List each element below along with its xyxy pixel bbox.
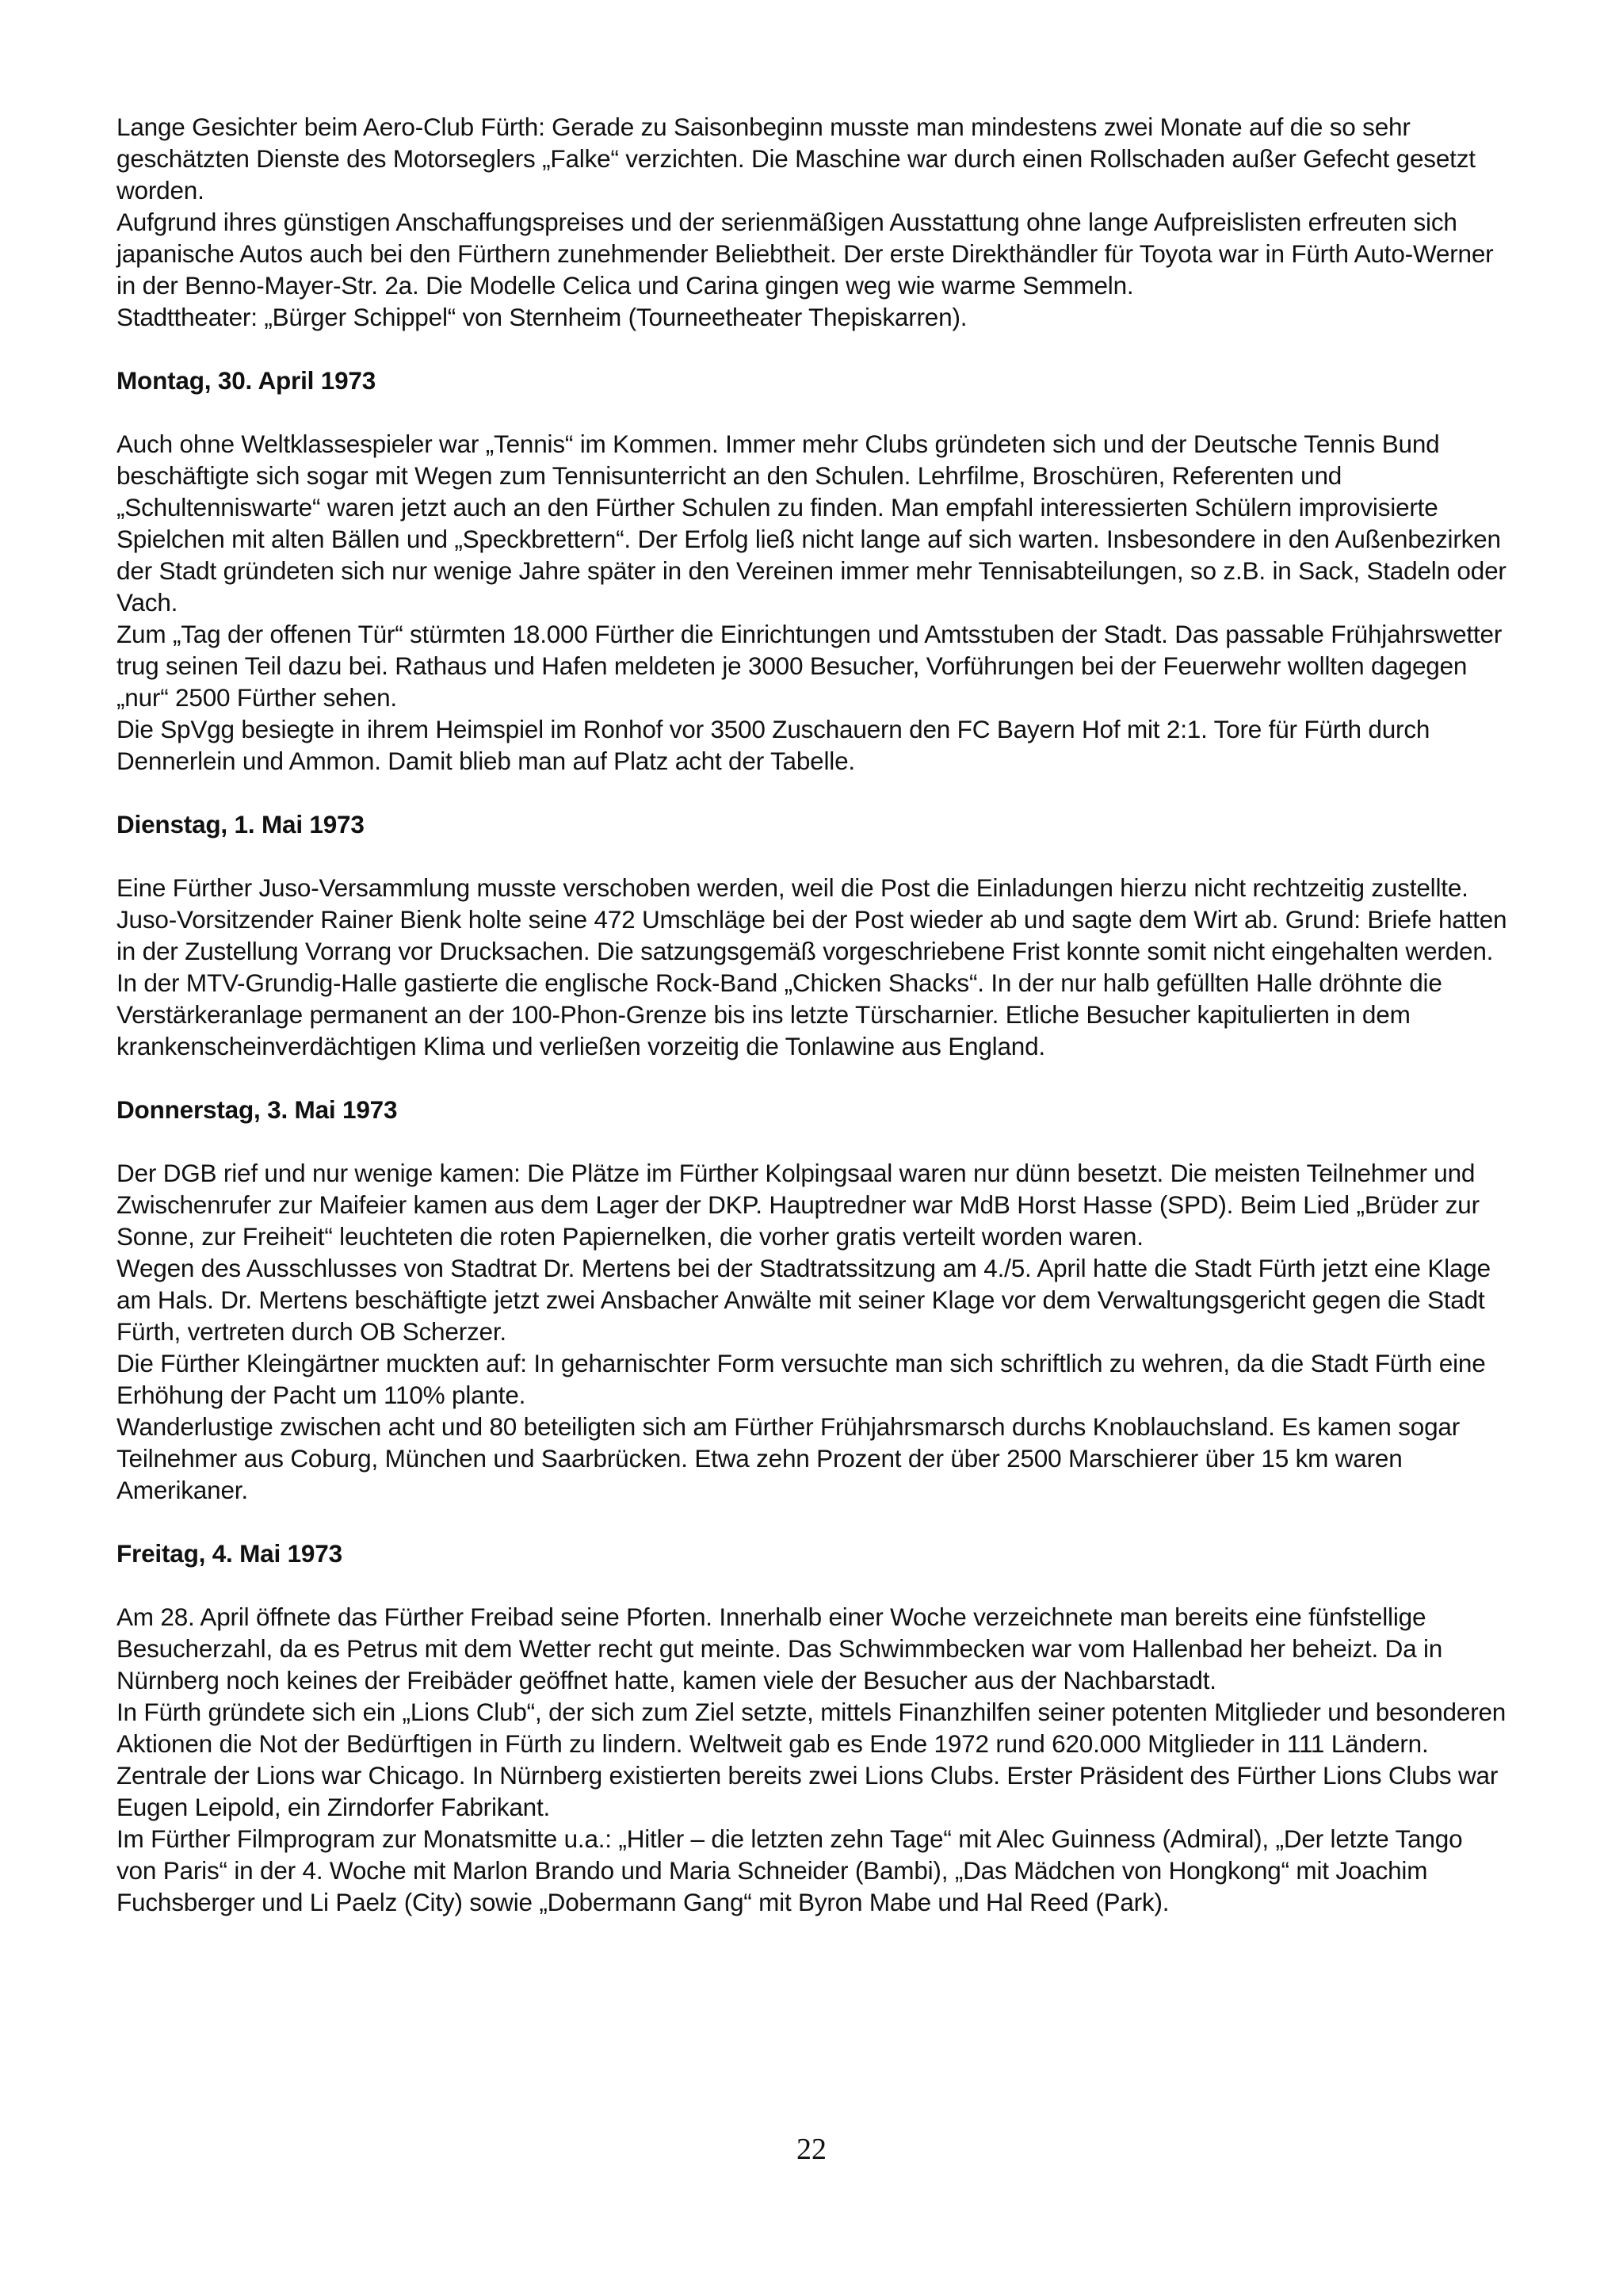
date-heading-thursday-3-may: Donnerstag, 3. Mai 1973 [116, 1095, 398, 1124]
paragraph-spvgg: Die SpVgg besiegte in ihrem Heimspiel im Ronhof vor 3500 Zuschauern den FC Bayern Hof mit 2:1. Tore für Fürth durch Dennerlein und Ammon. Damit blieb man auf Platz acht der Tabelle. [116, 715, 1430, 775]
paragraph-aero-club: Lange Gesichter beim Aero-Club Fürth: Gerade zu Saisonbeginn musste man mindestens zwei Monate auf die so sehr geschätzten Dienste des Motorseglers „Falke“ verzichten. Die Maschine war durch einen Rollschaden außer Gefecht gesetzt worden. [116, 113, 1476, 204]
paragraph-japanese-cars: Aufgrund ihres günstigen Anschaffungspreises und der serienmäßigen Ausstattung ohne lange Aufpreislisten erfreuten sich japanische Autos auch bei den Fürthern zunehmender Beliebtheit. Der erste Direkthändler für Toyota war in Fürth Auto-Werner in der Benno-Mayer-Str. 2a. Die Modelle Celica und Carina gingen weg wie warme Semmeln. [116, 208, 1494, 300]
paragraph-filmprogramm: Im Fürther Filmprogram zur Monatsmitte u.a.: „Hitler – die letzten zehn Tage“ mit Alec Guinness (Admiral), „Der letzte Tango von Paris“ in der 4. Woche mit Marlon Brando und Maria Schneider (Bambi), „Das Mädchen von Hongkong“ mit Joachim Fuchsberger und Li Paelz (City) sowie „Dobermann Gang“ mit Byron Mabe und Hal Reed (Park). [116, 1824, 1463, 1916]
date-heading-tuesday-1-may: Dienstag, 1. Mai 1973 [116, 810, 365, 839]
paragraph-rock-band: In der MTV-Grundig-Halle gastierte die englische Rock-Band „Chicken Shacks“. In der nur halb gefüllten Halle dröhnte die Verstärkeranlage permanent an der 100-Phon-Grenze bis ins letzte Türscharnier. Etliche Besucher kapitulierten in dem krankenscheinverdächtigen Klima und verließen vorzeitig die Tonlawine aus England. [116, 968, 1442, 1060]
paragraph-mertens: Wegen des Ausschlusses von Stadtrat Dr. Mertens bei der Stadtratssitzung am 4./5. April hatte die Stadt Fürth jetzt eine Klage am Hals. Dr. Mertens beschäftigte jetzt zwei Ansbacher Anwälte mit seiner Klage vor dem Verwaltungsgericht gegen die Stadt Fürth, vertreten durch OB Scherzer. [116, 1254, 1491, 1346]
date-heading-friday-4-may: Freitag, 4. Mai 1973 [116, 1539, 342, 1568]
paragraph-tennis: Auch ohne Weltklassespieler war „Tennis“ im Kommen. Immer mehr Clubs gründeten sich und der Deutsche Tennis Bund beschäftigte sich sogar mit Wegen zum Tennisunterricht an den Schulen. Lehrfilme, Broschüren, Referenten und „Schultenniswarte“ waren jetzt auch an den Fürther Schulen zu finden. Man empfahl interessierten Schülern improvisierte Spielchen mit alten Bällen und „Speckbrettern“. Der Erfolg ließ nicht lange auf sich warten. Insbesondere in den Außenbezirken der Stadt gründeten sich nur wenige Jahre später in den Vereinen immer mehr Tennisabteilungen, so z.B. in Sack, Stadeln oder Vach. [116, 430, 1507, 617]
paragraph-freibad: Am 28. April öffnete das Fürther Freibad seine Pforten. Innerhalb einer Woche verzeichnete man bereits eine fünfstellige Besucherzahl, da es Petrus mit dem Wetter recht gut meinte. Das Schwimmbecken war vom Hallenbad her beheizt. Da in Nürnberg noch keines der Freibäder geöffnet hatte, kamen viele der Besucher aus der Nachbarstadt. [116, 1603, 1443, 1694]
paragraph-dgb: Der DGB rief und nur wenige kamen: Die Plätze im Fürther Kolpingsaal waren nur dünn besetzt. Die meisten Teilnehmer und Zwischenrufer zur Maifeier kamen aus dem Lager der DKP. Hauptredner war MdB Horst Hasse (SPD). Beim Lied „Brüder zur Sonne, zur Freiheit“ leuchteten die roten Papiernelken, die vorher gratis verteilt worden waren. [116, 1159, 1480, 1251]
paragraph-open-day: Zum „Tag der offenen Tür“ stürmten 18.000 Fürther die Einrichtungen und Amtsstuben der Stadt. Das passable Frühjahrswetter trug seinen Teil dazu bei. Rathaus und Hafen meldeten je 3000 Besucher, Vorführungen bei der Feuerwehr wollten dagegen „nur“ 2500 Fürther sehen. [116, 620, 1503, 712]
page-content [116, 111, 1507, 1918]
paragraph-lions-club: In Fürth gründete sich ein „Lions Club“, der sich zum Ziel setzte, mittels Finanzhilfen seiner potenten Mitglieder und besonderen Aktionen die Not der Bedürftigen in Fürth zu lindern. Weltweit gab es Ende 1972 rund 620.000 Mitglieder in 111 Ländern. Zentrale der Lions war Chicago. In Nürnberg existierten bereits zwei Lions Clubs. Erster Präsident des Fürther Lions Clubs war Eugen Leipold, ein Zirndorfer Fabrikant. [116, 1698, 1507, 1821]
date-heading-monday-30-april: Montag, 30. April 1973 [116, 366, 376, 395]
page-number: 22 [796, 2133, 827, 2166]
paragraph-fruehjahrsmarsch: Wanderlustige zwischen acht und 80 beteiligten sich am Fürther Frühjahrsmarsch durchs Knoblauchsland. Es kamen sogar Teilnehmer aus Coburg, München und Saarbrücken. Etwa zehn Prozent der über 2500 Marschierer über 15 km waren Amerikaner. [116, 1412, 1460, 1504]
paragraph-juso: Eine Fürther Juso-Versammlung musste verschoben werden, weil die Post die Einladungen hierzu nicht rechtzeitig zustellte. Juso-Vorsitzender Rainer Bienk holte seine 472 Umschläge bei der Post wieder ab und sagte dem Wirt ab. Grund: Briefe hatten in der Zustellung Vorrang vor Drucksachen. Die satzungsgemäß vorgeschriebene Frist konnte somit nicht eingehalten werden. [116, 873, 1507, 965]
paragraph-kleingaertner: Die Fürther Kleingärtner muckten auf: In geharnischter Form versuchte man sich schriftlich zu wehren, da die Stadt Fürth eine Erhöhung der Pacht um 110% plante. [116, 1349, 1486, 1409]
paragraph-stadttheater: Stadttheater: „Bürger Schippel“ von Sternheim (Tourneetheater Thepiskarren). [116, 303, 968, 331]
